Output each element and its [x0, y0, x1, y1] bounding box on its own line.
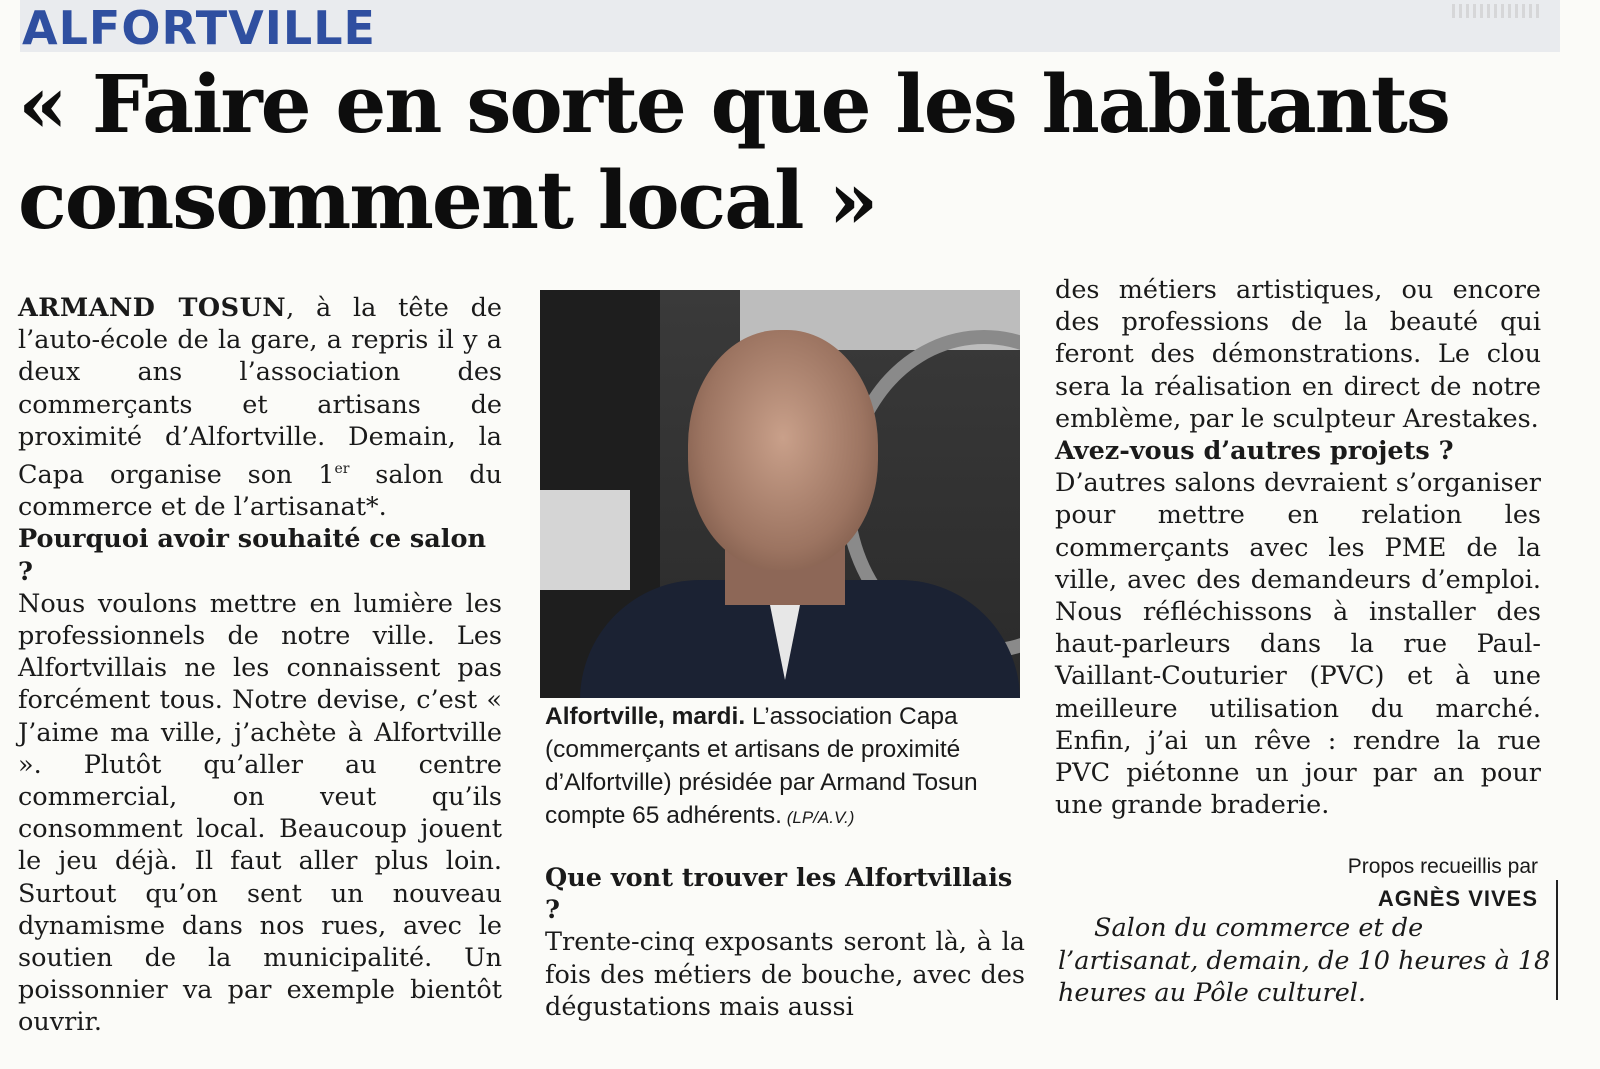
headline — [18, 56, 1538, 248]
photo-credit: (LP/A.V.) — [782, 808, 855, 827]
print-texture — [1452, 4, 1542, 18]
column-middle — [545, 862, 1025, 1023]
question-3: Avez-vous d’autres projets ? — [1055, 436, 1454, 467]
photo-subject-face — [688, 330, 878, 570]
column-rule — [1556, 880, 1558, 1000]
interviewee-name: ARMAND TOSUN — [18, 293, 287, 323]
caption-text: L’association Capa (commerçants et artisans de proximité d’Alfortville) présidée par Armand Tosun compte 65 adhérents. — [545, 703, 978, 829]
byline-label: Propos recueillis par — [1347, 855, 1538, 878]
answer-2-start: Trente-cinq exposants seront là, à la fois des métiers de bouche, avec des dégustations mais aussi — [545, 927, 1025, 1022]
column-right — [1055, 274, 1541, 821]
byline — [1348, 852, 1538, 916]
event-info: Salon du commerce et de l’artisanat, demain, de 10 heures à 18 heures au Pôle culturel. — [1058, 913, 1551, 1008]
column-left — [18, 292, 502, 1039]
question-2: Que vont trouver les Alfortvillais ? — [545, 863, 1013, 926]
portrait-photo — [540, 290, 1020, 698]
headline-line-2: consomment local » — [18, 153, 877, 247]
question-1: Pourquoi avoir souhaité ce salon ? — [18, 524, 487, 587]
section-kicker: ALFORTVILLE — [22, 1, 376, 55]
photo-background-panel — [540, 490, 630, 590]
answer-3: D’autres salons devraient s’organiser pour mettre en relation les commerçants avec les PME de la ville, avec des demandeurs d’emploi. Nous réfléchissons à installer des haut-parleurs dans la rue Paul-Vaillant-Couturier (PVC) et à une meilleure utilisation du marché. Enfin, j’ai un rêve : rendre la rue PVC piétonne un jour par an pour une grande braderie. — [1055, 468, 1541, 821]
ordinal-superscript: er — [334, 461, 350, 478]
intro-text-b: salon du commerce et de l’artisanat*. — [18, 460, 502, 523]
photo-caption — [545, 700, 1025, 834]
intro-paragraph — [18, 292, 502, 523]
answer-2-continued: des métiers artistiques, ou encore des professions de la beauté qui feront des démonstrations. Le clou sera la réalisation en direct de notre emblème, par le sculpteur Arestakes. — [1055, 275, 1541, 434]
answer-1: Nous voulons mettre en lumière les professionnels de notre ville. Les Alfortvillais ne les connaissent pas forcément tous. Notre devise, c’est « J’aime ma ville, j’achète à Alfortville ». Plutôt qu’aller au centre commercial, on veut qu’ils consomment local. Beaucoup jouent le jeu déjà. Il faut aller plus loin. Surtout qu’on sent un nouveau dynamisme dans nos rues, avec le soutien de la municipalité. Un poissonnier va par exemple bientôt ouvrir. — [18, 588, 502, 1038]
headline-line-1: « Faire en sorte que les habitants — [18, 57, 1449, 151]
intro-text-a: , à la tête de l’auto-école de la gare, a repris il y a deux ans l’association des commerçants et artisans de proximité d’Alfortville. Demain, la Capa organise son 1 — [18, 293, 502, 491]
author-name: AGNÈS VIVES — [1377, 886, 1538, 911]
caption-lead: Alfortville, mardi. — [545, 703, 746, 730]
